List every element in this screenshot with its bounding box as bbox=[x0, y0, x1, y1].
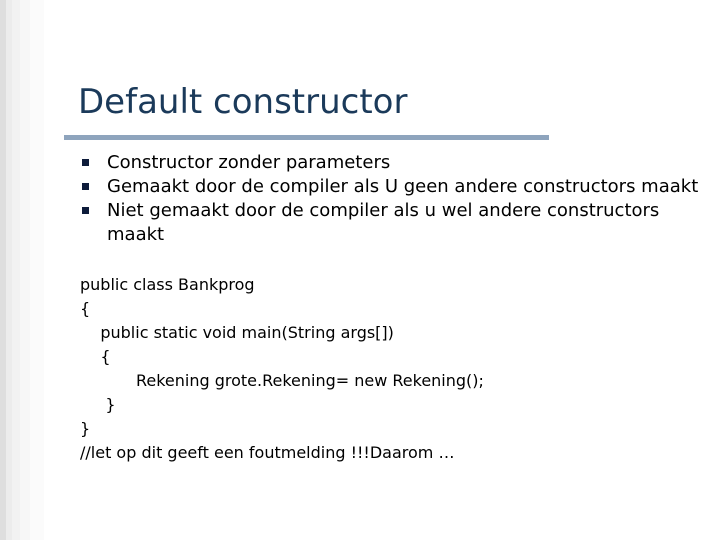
code-line: Rekening grote.Rekening= new Rekening(); bbox=[80, 371, 484, 390]
code-line: { bbox=[80, 347, 111, 366]
code-line: public static void main(String args[]) bbox=[80, 323, 394, 342]
bullet-item bbox=[80, 151, 710, 175]
decorative-stripe-band bbox=[0, 0, 72, 540]
code-block bbox=[80, 273, 710, 465]
square-bullet-icon bbox=[82, 159, 89, 166]
slide-title: Default constructor bbox=[78, 82, 408, 122]
square-bullet-icon bbox=[82, 183, 89, 190]
code-line: } bbox=[80, 419, 91, 438]
bullet-item bbox=[80, 199, 710, 247]
code-line: public class Bankprog bbox=[80, 275, 255, 294]
bullet-item bbox=[80, 175, 710, 199]
bullet-text: Niet gemaakt door de compiler als u wel andere constructors maakt bbox=[107, 200, 660, 245]
code-comment: //let op dit geeft een foutmelding !!!Daarom … bbox=[80, 443, 455, 462]
bullet-list bbox=[80, 151, 710, 247]
code-line: { bbox=[80, 299, 91, 318]
bullet-text: Constructor zonder parameters bbox=[107, 152, 391, 173]
title-underline-rule bbox=[64, 135, 549, 140]
code-line: } bbox=[80, 395, 116, 414]
bullet-text: Gemaakt door de compiler als U geen andere constructors maakt bbox=[107, 176, 699, 197]
square-bullet-icon bbox=[82, 207, 89, 214]
